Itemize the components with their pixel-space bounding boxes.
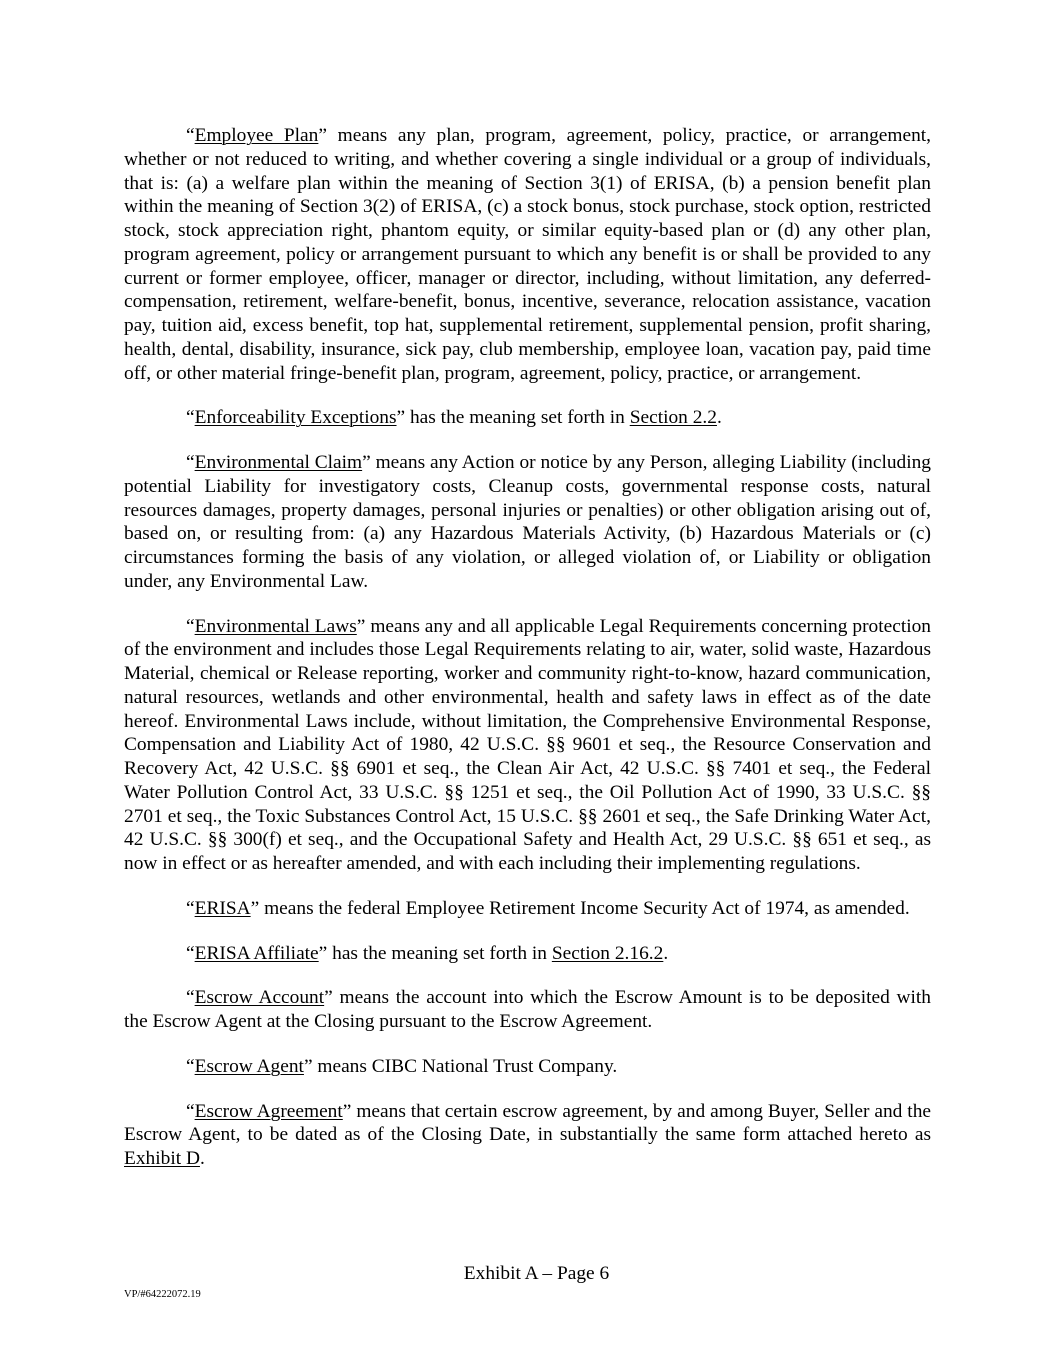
defined-term: Environmental Claim (194, 452, 363, 473)
defined-term: ERISA (194, 897, 251, 919)
defined-term: Escrow Agreement (194, 1100, 343, 1122)
defined-term: Employee Plan (194, 125, 319, 146)
paragraph-text: “ (186, 1100, 195, 1122)
paragraph-text: ” has the meaning set forth in (396, 407, 630, 429)
paragraph-text: “ (186, 452, 195, 473)
paragraph-text: “ (186, 125, 195, 146)
paragraph-text: ” means any and all applicable Legal Requirements concerning protection of the environment and includes those Legal Requirements relating to air, water, solid waste, Hazardous Material, chemical or Release reporting, worker and community right-to-know, hazard communication, natural resources, wetlands and other environmental, health and safety laws in effect as of the date hereof. Environmental Laws include, without limitation, the Comprehensive Environmental Response, Compensation and Liability Act of 1980, 42 U.S.C. §§ 9601 et seq., the Resource Conservation and Recovery Act, 42 U.S.C. §§ 6901 et seq., the Clean Air Act, 42 U.S.C. §§ 7401 et seq., the Federal Water Pollution Control Act, 33 U.S.C. §§ 1251 et seq., the Oil Pollution Act of 1990, 33 U.S.C. §§ 2701 et seq., the Toxic Substances Control Act, 15 U.S.C. §§ 2601 et seq., the Safe Drinking Water Act, 42 U.S.C. §§ 300(f) et seq., and the Occupational Safety and Health Act, 29 U.S.C. §§ 651 et seq., as now in effect or as hereafter amended, and with each including their implementing regulations. (124, 615, 931, 874)
definition-paragraph (124, 406, 931, 430)
paragraph-text: . (199, 1148, 205, 1169)
definition-paragraph (124, 1100, 931, 1171)
paragraph-text: ” means any Action or notice by any Person, alleging Liability (including potential Liability for investigatory costs, Cleanup costs, governmental response costs, natural resources damages, property damages, personal injuries or penalties) or other obligation arising out of, based on, or resulting from: (a) any Hazardous Materials Activity, (b) Hazardous Materials or (c) circumstances forming the basis of any violation, or alleged violation of, or Liability or obligation under, any Environmental Law. (124, 452, 932, 592)
defined-term: ERISA Affiliate (194, 942, 319, 964)
paragraph-text: . (663, 942, 669, 964)
defined-term: Escrow Agent (194, 1055, 304, 1077)
paragraph-text: ” has the meaning set forth in (318, 942, 552, 964)
definition-paragraph (124, 942, 931, 966)
document-body (124, 124, 931, 1192)
paragraph-text: ” means any plan, program, agreement, policy, practice, or arrangement, whether or not reduced to writing, and whether covering a single individual or a group of individuals, that is: (a) a welfare plan within the meaning of Section 3(1) of ERISA, (b) a pension benefit plan within the meaning of Section 3(2) of ERISA, (c) a stock bonus, stock purchase, stock option, restricted stock, stock appreciation right, phantom equity, or similar equity-based plan or (d) any other plan, program agreement, policy or arrangement pursuant to which any benefit is or shall be provided to any current or former employee, officer, manager or director, including, without limitation, any deferred-compensation, retirement, welfare-benefit, bonus, incentive, severance, relocation assistance, vacation pay, tuition aid, excess benefit, top hat, supplemental retirement, supplemental pension, profit sharing, health, dental, disability, insurance, sick pay, club membership, employee loan, vacation pay, paid time off, or other material fringe-benefit plan, program, agreement, policy, practice, or arrangement. (124, 125, 931, 384)
page-footer-label: Exhibit A – Page 6 (463, 1263, 610, 1284)
definition-paragraph (124, 451, 931, 594)
definition-paragraph (124, 986, 931, 1034)
definition-paragraph (124, 615, 931, 876)
paragraph-text: “ (186, 987, 195, 1009)
paragraph-text: “ (186, 942, 195, 964)
paragraph-text: “ (186, 897, 195, 919)
paragraph-text: ” means the account into which the Escrow Amount is to be deposited with the Escrow Agent at the Closing pursuant to the Escrow Agreement. (124, 987, 931, 1032)
definition-paragraph (124, 897, 931, 921)
defined-term: Environmental Laws (194, 615, 357, 637)
paragraph-text: “ (186, 1055, 195, 1077)
defined-term: Enforceability Exceptions (194, 407, 397, 429)
definition-paragraph (124, 1055, 931, 1079)
cross-reference: Exhibit D (124, 1148, 200, 1169)
paragraph-text: “ (186, 615, 195, 637)
defined-term: Escrow Account (194, 987, 325, 1009)
definition-paragraph (124, 124, 931, 385)
cross-reference: Section 2.16.2 (551, 942, 664, 964)
cross-reference: Section 2.2 (629, 407, 717, 429)
paragraph-text: ” means that certain escrow agreement, by and among Buyer, Seller and the Escrow Agent, to be dated as of the Closing Date, in substantially the same form attached hereto as (124, 1100, 932, 1146)
paragraph-text: “ (186, 407, 195, 429)
paragraph-text: ” means CIBC National Trust Company. (303, 1055, 618, 1077)
paragraph-text: . (716, 407, 722, 429)
document-id: VP/#64222072.19 (124, 1289, 201, 1300)
paragraph-text: ” means the federal Employee Retirement Income Security Act of 1974, as amended. (250, 897, 910, 919)
